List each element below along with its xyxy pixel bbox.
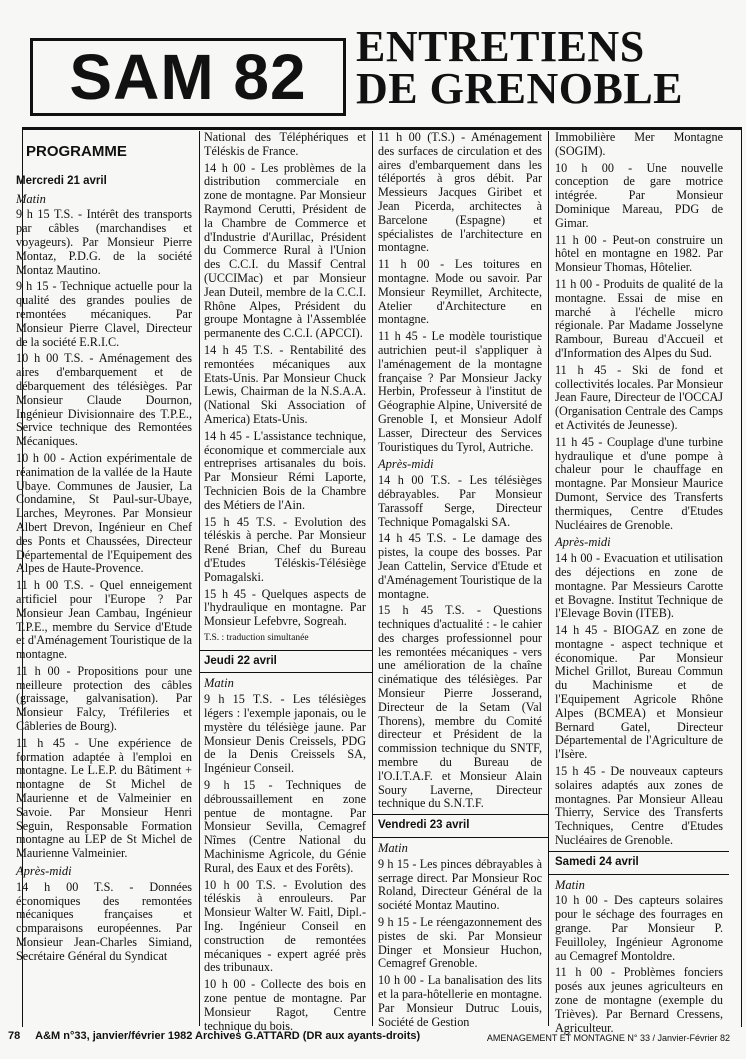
- archive-credit: A&M n°33, janvier/février 1982 Archives G.ATTARD (DR aux ayants-droits): [35, 1030, 421, 1042]
- programme-item: 15 h 45 - De nouveaux capteurs solaires adaptés aux zones de montagnes. Par Monsieur Alleau Thierry, Service des Transferts Techniques, Centre d'Etudes Nucléaires de Grenoble.: [555, 764, 723, 848]
- programme-item: 14 h 00 - Evacuation et utilisation des déjections en zone de montagne. Par Messieurs Carotte et Bovagne. Institut Technique de l'Elevage Bovin (ITEB).: [555, 551, 723, 621]
- programme-item: 14 h 45 - BIOGAZ en zone de montagne - aspect technique et économique. Par Monsieur Michel Grillot, Bureau Commun du Machinisme et de l'Equipement Agricole Rhône Alpes (BCMEA) et Monsieur Bernard Gatel, Directeur Départemental de l'Agriculture de l'Isère.: [555, 623, 723, 762]
- programme-item: 10 h 00 - Action expérimentale de réanimation de la vallée de la Haute Ubaye. Communes de Jausier, La Condamine, St Paul-sur-Ubaye, Larches, Meyrones. Par Monsieur Albert Drevon, Ingénieur en Chef des Ponts et Chaussées, Directeur Départemental de l'Equipement des Alpes de Haute-Provence.: [16, 450, 192, 576]
- page-number: 78: [8, 1030, 21, 1042]
- programme-title: PROGRAMME: [26, 143, 127, 160]
- header: [0, 0, 746, 122]
- day-heading-friday: Vendredi 23 avril: [378, 819, 470, 832]
- slot-heading: Après-midi: [16, 864, 72, 879]
- programme-item: 11 h 45 - Une expérience de formation adaptée à l'emploi en montagne. Le L.E.P. du Bâtiment + montagne de St Michel de Maurienne et de Valmeinier en Savoie. Par Monsieur Henri Seguin, Responsable Formation montagne au LEP de St Michel de Maurienne Valmeinier.: [16, 735, 192, 861]
- divider: [549, 851, 729, 852]
- column-4: [555, 131, 723, 1038]
- programme-item: 11 h 00 - Propositions pour une meilleure protection des câbles (graissage, galvanisation). Par Monsieur Falcy, Tréfileries et Câbleries de Bourg).: [16, 663, 192, 734]
- programme-item: 15 h 45 - Quelques aspects de l'hydraulique en montagne. Par Monsieur Lefebvre, Sogreah.: [204, 586, 366, 629]
- sam-title: SAM 82: [69, 41, 307, 113]
- programme-item: 11 h 45 - Le modèle touristique autrichien peut-il s'appliquer à l'aménagement de la montagne française ? Par Monsieur Jacky Herbin, Professeur à l'institut de Géographie Alpine, Université de Grenoble I, et Monsieur Adolf Lasser, Directeur des Services Touristiques du Tyrol, Autriche.: [378, 329, 542, 454]
- programme-item: National des Téléphériques et Téléskis de France.: [204, 130, 366, 158]
- programme-item: 10 h 00 - Collecte des bois en zone pentue de montagne. Par Monsieur Ragot, Centre technique du bois.: [204, 977, 366, 1033]
- programme-item: 10 h 00 - Une nouvelle conception de gare motrice intégrée. Par Monsieur Dominique Mareau, PDG de Gimar.: [555, 160, 723, 230]
- programme-item: 11 h 00 T.S. - Quel enneigement artificiel pour l'Europe ? Par Monsieur Jean Cambau, Ingénieur T.P.E., membre du Service d'Etude et d'Aménagement Touristique de la montagne.: [16, 578, 192, 662]
- programme-item: 9 h 15 - Les pinces débrayables à serrage direct. Par Monsieur Roc Roland, Directeur Général de la société Montaz Mautino.: [378, 856, 542, 913]
- programme-item: 9 h 15 T.S. - Intérêt des transports par câbles (marchandises et voyageurs). Par Monsieur Pierre Montaz, P.D.G. de la société Montaz Mautino.: [16, 207, 192, 277]
- programme-item: 9 h 15 - Techniques de débroussaillement en zone pentue de montagne. Par Monsieur Sevilla, Cemagref Nîmes (Centre National du Machinisme Agricole, du Génie Rural, des Eaux et des Forêts).: [204, 778, 366, 875]
- divider: [372, 814, 548, 815]
- magazine-footer: AMENAGEMENT ET MONTAGNE N° 33 / Janvier-Février 82: [486, 1033, 730, 1043]
- programme-item: 14 h 00 - Les problèmes de la distribution commerciale en zone de montagne. Par Monsieur Raymond Cerutti, Président de la Chambre de Commerce et d'Industrie d'Aurillac, Président du Commerce Rural à l'Union des C.C.I. du Massif Central (UCCIMac) et par Monsieur Jean Duteil, membre de la C.C.I. Rhône Alpes, Président du groupe Montagne à l'Assemblée permanente des C.C.I. (APCCI).: [204, 160, 366, 341]
- programme-item: 11 h 45 - Couplage d'une turbine hydraulique et d'une pompe à chaleur pour le chauffage en montagne. Par Monsieur Maurice Dumont, Service des Transferts thermiques, Centre d'Etudes Nucléaires de Grenoble.: [555, 434, 723, 532]
- day-heading-thursday: Jeudi 22 avril: [204, 654, 277, 667]
- main-title: [356, 22, 684, 113]
- slot-heading: Après-midi: [555, 535, 611, 550]
- footer-credit: [8, 1030, 420, 1042]
- slot-heading: Après-midi: [378, 457, 434, 472]
- divider: [372, 837, 548, 838]
- divider: [549, 874, 729, 875]
- programme-item: 10 h 00 - La banalisation des lits et la para-hôtellerie en montagne. Par Monsieur Dutruc Louis, Société de Gestion: [378, 973, 542, 1029]
- programme-item: 10 h 00 T.S. - Aménagement des aires d'embarquement et de débarquement des télésièges. Par Monsieur Claude Dournon, Ingénieur Divisionnaire des T.P.E., Service technique des Remontées Mécaniques.: [16, 351, 192, 449]
- programme-item: 14 h 45 T.S. - Le damage des pistes, la coupe des bosses. Par Jean Cattelin, Service d'Etude et d'Aménagement Touristique de la montagne.: [378, 531, 542, 601]
- programme-item: 15 h 45 T.S. - Evolution des téléskis à perche. Par Monsieur René Brian, Chef du Bureau d'Etudes Téléskis-Télésiège Pomagalski.: [204, 514, 366, 584]
- programme-item: 11 h 00 (T.S.) - Aménagement des surfaces de circulation et des aires d'embarquement dans les téléportés à gros débit. Par Messieurs Jacques Giribet et Jean Picerda, architectes à Barcelone (Espagne) et spécialistes de l'architecture en montagne.: [378, 130, 542, 255]
- programme-item: 10 h 00 T.S. - Evolution des téléskis à enrouleurs. Par Monsieur Walter W. Faitl, Dipl.-Ing. Ingénieur Conseil en construction de remontées mécaniques - expert agréé près des tribunaux.: [204, 877, 366, 975]
- programme-item: 11 h 00 - Problèmes fonciers posés aux jeunes agriculteurs en zone de montagne (exemple du Trièves). Par Bernard Cressens, Agriculteur.: [555, 965, 723, 1035]
- programme-item: 11 h 00 - Produits de qualité de la montagne. Essai de mise en marché à l'échelle micro régionale. Par Madame Josselyne Rambour, Bureau d'Accueil et d'Information des Alpes du Sud.: [555, 276, 723, 360]
- programme-item: 14 h 00 T.S. - Les télésièges débrayables. Par Monsieur Tarassoff Serge, Directeur Technique Pomagalski SA.: [378, 473, 542, 529]
- programme-item: 14 h 45 - L'assistance technique, économique et commerciale aux entreprises artisanales du bois. Par Monsieur Rémi Laporte, Technicien Bois de la Chambre des Métiers de l'Ain.: [204, 428, 366, 512]
- title-line-2: DE GRENOBLE: [356, 64, 684, 113]
- translation-note: T.S. : traduction simultanée: [204, 632, 309, 643]
- column-divider: [548, 131, 549, 1026]
- column-2: [204, 131, 366, 1036]
- day-heading-wednesday: Mercredi 21 avril: [16, 174, 107, 187]
- divider: [199, 650, 372, 651]
- day-heading-saturday: Samedi 24 avril: [555, 855, 639, 868]
- title-line-1: ENTRETIENS: [356, 22, 645, 71]
- column-divider: [199, 131, 200, 1026]
- programme-item: 11 h 00 - Peut-on construire un hôtel en montagne en 1982. Par Monsieur Thomas, Hôtelier.: [555, 232, 723, 275]
- programme-item: Immobilière Mer Montagne (SOGIM).: [555, 130, 723, 158]
- sam-logo-box: [30, 38, 346, 116]
- programme-item: 14 h 45 T.S. - Rentabilité des remontées mécaniques aux Etats-Unis. Par Monsieur Chuck Lewis, Chairman de la N.S.A.A. (National Ski Association of America) Etats-Unis.: [204, 342, 366, 426]
- programme-item: 11 h 00 - Les toitures en montagne. Mode ou savoir. Par Monsieur Reymillet, Architecte, Atelier d'Architecture en montagne.: [378, 257, 542, 327]
- programme-item: 14 h 00 T.S. - Données économiques des remontées mécaniques françaises et comparaisons européennes. Par Monsieur Jean-Charles Simiand, Secrétaire Général du Syndicat: [16, 879, 192, 963]
- column-1: [16, 131, 192, 967]
- programme-item: 15 h 45 T.S. - Questions techniques d'actualité : - le cahier des charges professionnel pour les remontées mécaniques - vers une amélioration de la chaîne cinématique des télésièges. Par Monsieur Pierre Josserand, Directeur de la Setam (Val Thorens), membre du Comité directeur et Président de la commission technique du SNTF, membre du Bureau de l'O.I.T.A.F. et Monsieur Alain Soury Laverne, Directeur technique du S.N.T.F.: [378, 603, 542, 811]
- programme-item: 11 h 45 - Ski de fond et collectivités locales. Par Monsieur Jean Faure, Directeur de l'OCCAJ (Organisation Centrale des Camps et Activités de Jeunesse).: [555, 362, 723, 432]
- programme-item: 10 h 00 - Des capteurs solaires pour le séchage des fourrages en grange. Par Monsieur P. Feuilloley, Ingénieur Agronome au Cemagref Montoldre.: [555, 893, 723, 963]
- slot-heading: Matin: [555, 877, 585, 892]
- slot-heading: Matin: [204, 676, 234, 691]
- slot-heading: Matin: [378, 841, 408, 856]
- programme-item: 9 h 15 T.S. - Les télésièges légers : l'exemple japonais, ou le mystère du télésiège jaune. Par Monsieur Denis Creissels, PDG de la Denis Creissels SA, Ingénieur Conseil.: [204, 692, 366, 776]
- programme-item: 9 h 15 - Technique actuelle pour la qualité des grandes poulies de remontées mécaniques. Par Monsieur Pierre Clavel, Directeur de la société E.R.I.C.: [16, 279, 192, 349]
- column-3: [378, 131, 542, 1032]
- programme-item: 9 h 15 - Le réengazonnement des pistes de ski. Par Monsieur Dinger et Monsieur Huchon, Cemagref Grenoble.: [378, 915, 542, 971]
- column-divider: [372, 131, 373, 1026]
- divider: [199, 672, 372, 673]
- slot-heading: Matin: [16, 191, 46, 206]
